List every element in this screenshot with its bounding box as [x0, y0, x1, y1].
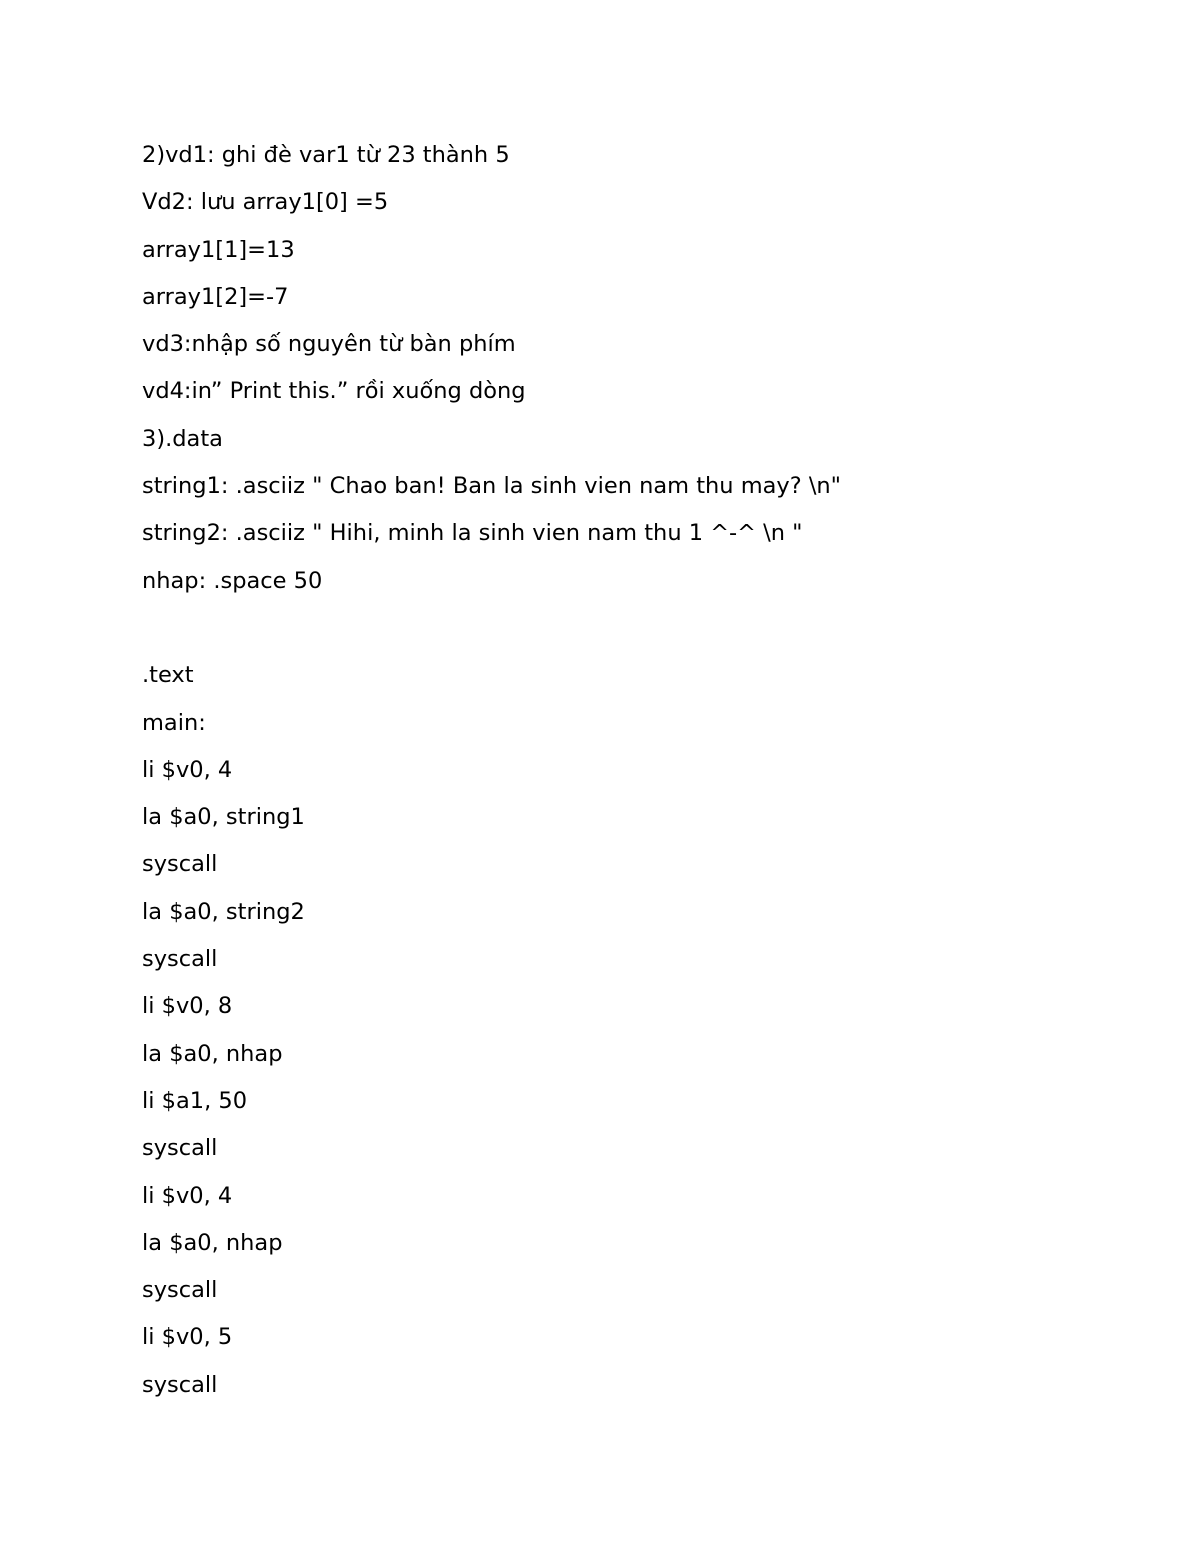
text-line: Vd2: lưu array1[0] =5 [142, 189, 389, 216]
code-line: syscall [142, 946, 218, 973]
code-line: syscall [142, 1277, 218, 1304]
text-line: 2)vd1: ghi đè var1 từ 23 thành 5 [142, 142, 510, 168]
text-line: vd3:nhập số nguyên từ bàn phím [142, 331, 516, 358]
code-line: li $v0, 4 [142, 1182, 233, 1209]
code-line: li $a1, 50 [142, 1087, 248, 1114]
text-line: 3).data [142, 425, 223, 452]
code-line: syscall [142, 851, 218, 878]
text-line: array1[2]=-7 [142, 283, 289, 310]
text-line: vd4:in” Print this.” rồi xuống dòng [142, 378, 526, 405]
code-line: la $a0, nhap [142, 1040, 283, 1067]
code-line: li $v0, 4 [142, 756, 233, 783]
code-line: la $a0, nhap [142, 1229, 283, 1256]
text-line: main: [142, 709, 206, 736]
text-line: string2: .asciiz " Hihi, minh la sinh vien nam thu 1 ^-^ \n " [142, 520, 803, 547]
text-line: nhap: .space 50 [142, 567, 323, 594]
document-body [142, 138, 1102, 1415]
text-line: .text [142, 662, 194, 689]
text-line: array1[1]=13 [142, 236, 295, 263]
code-line: li $v0, 5 [142, 1324, 233, 1351]
code-line: la $a0, string2 [142, 898, 305, 925]
code-line: syscall [142, 1371, 218, 1398]
text-line: string1: .asciiz " Chao ban! Ban la sinh vien nam thu may? \n" [142, 473, 842, 500]
code-line: la $a0, string1 [142, 804, 305, 831]
code-line: syscall [142, 1135, 218, 1162]
blank-line [142, 611, 1102, 658]
code-line: li $v0, 8 [142, 993, 233, 1020]
